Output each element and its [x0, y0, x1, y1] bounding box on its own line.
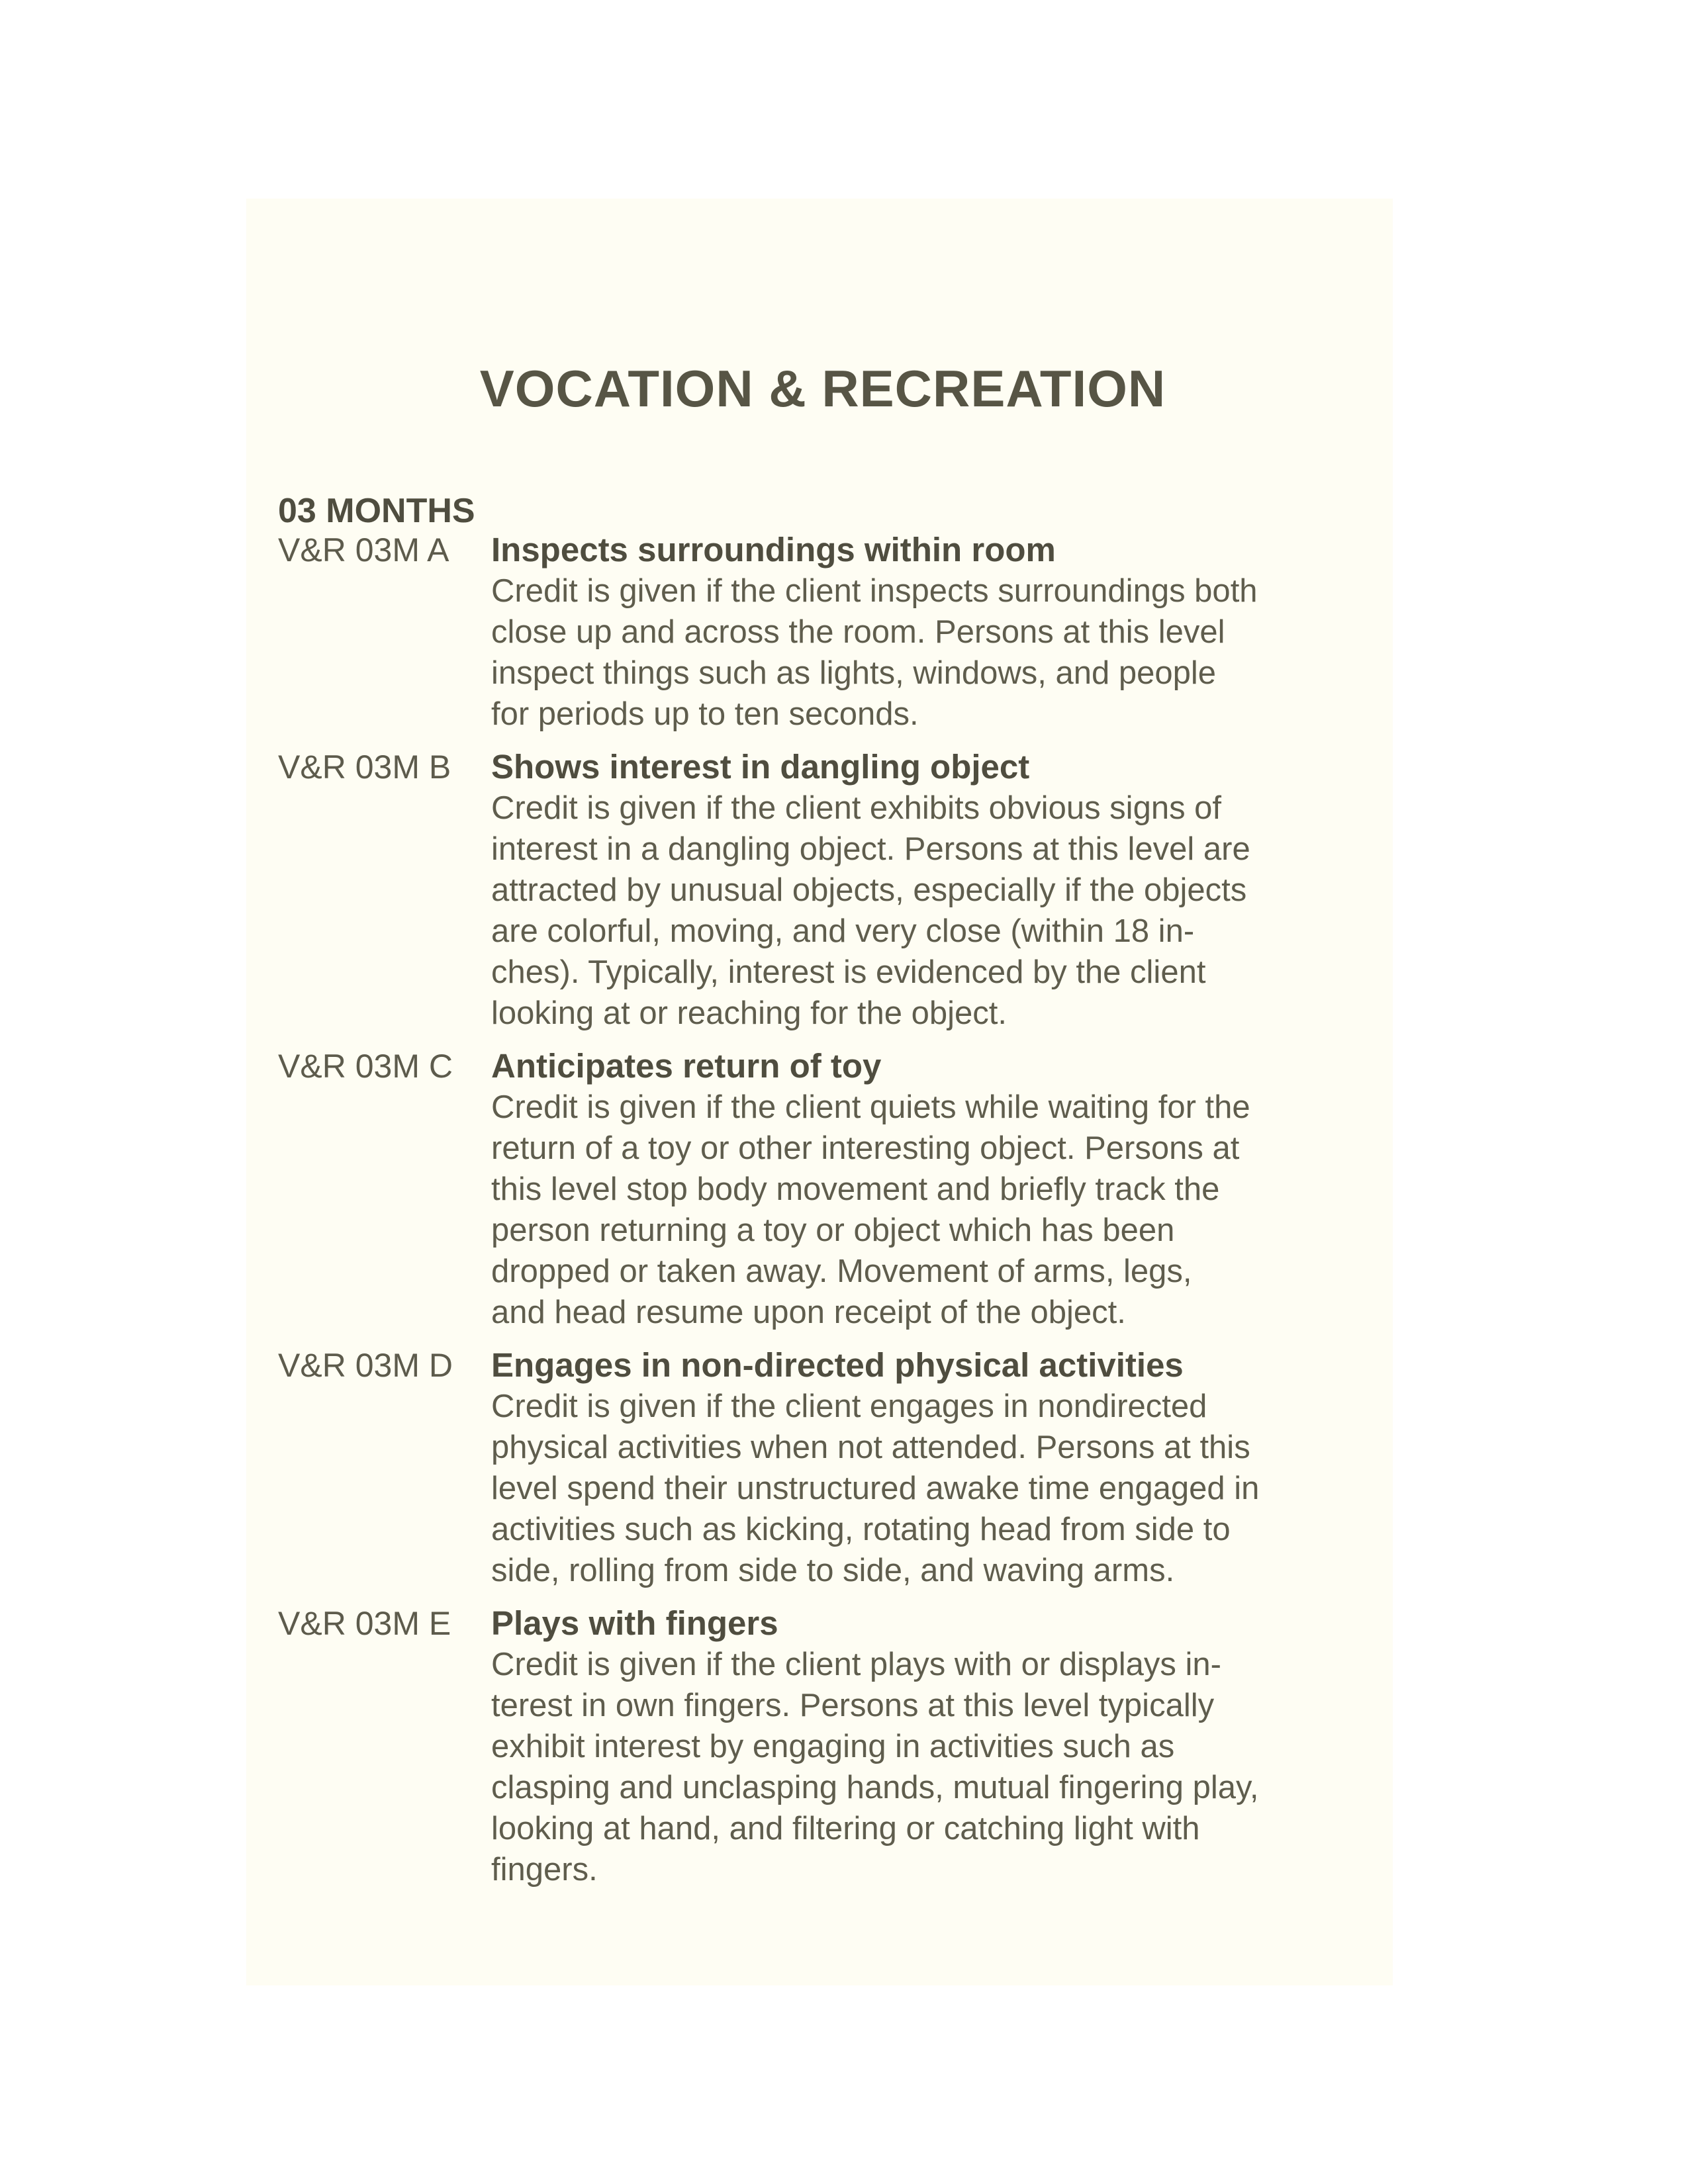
item-description-line: Credit is given if the client exhibits obvious signs of: [491, 790, 1222, 826]
item-description-line: clasping and unclasping hands, mutual fingering play,: [491, 1770, 1259, 1805]
item-heading: Anticipates return of toy: [491, 1047, 882, 1085]
item-description-line: for periods up to ten seconds.: [491, 696, 919, 732]
item-content: [491, 529, 1403, 735]
item-content: [491, 747, 1403, 1034]
item-description-line: Credit is given if the client inspects surroundings both: [491, 573, 1258, 609]
item-description-line: return of a toy or other interesting object. Persons at: [491, 1130, 1240, 1166]
item-code: V&R 03M B: [278, 749, 451, 786]
item-content: [491, 1603, 1403, 1890]
item-description-line: this level stop body movement and briefly track the: [491, 1171, 1220, 1207]
list-item: [278, 1603, 1403, 1890]
item-description-line: activities such as kicking, rotating head from side to: [491, 1512, 1231, 1547]
item-description-line: exhibit interest by engaging in activities such as: [491, 1729, 1175, 1764]
item-description-line: terest in own fingers. Persons at this level typically: [491, 1688, 1215, 1723]
item-heading: Shows interest in dangling object: [491, 748, 1030, 786]
list-item: [278, 1345, 1403, 1591]
item-content: [491, 1046, 1403, 1333]
item-heading: Engages in non-directed physical activities: [491, 1346, 1184, 1384]
item-description-line: are colorful, moving, and very close (within 18 in-: [491, 913, 1195, 949]
item-code: V&R 03M D: [278, 1347, 453, 1384]
item-description-line: looking at or reaching for the object.: [491, 995, 1008, 1031]
page-title: VOCATION & RECREATION: [479, 359, 1166, 418]
list-item: [278, 747, 1403, 1034]
item-description-line: and head resume upon receipt of the object.: [491, 1295, 1126, 1330]
item-description-line: interest in a dangling object. Persons at this level are: [491, 831, 1250, 867]
item-description-line: Credit is given if the client engages in nondirected: [491, 1388, 1207, 1424]
item-list: [278, 529, 1403, 1902]
item-heading: Inspects surroundings within room: [491, 531, 1056, 569]
item-description-line: ches). Typically, interest is evidenced by the client: [491, 954, 1206, 990]
item-description-line: Credit is given if the client plays with or displays in-: [491, 1647, 1221, 1682]
item-description-line: looking at hand, and filtering or catching light with: [491, 1811, 1200, 1846]
item-description-line: attracted by unusual objects, especially if the objects: [491, 872, 1247, 908]
list-item: [278, 529, 1403, 735]
item-description-line: person returning a toy or object which has been: [491, 1212, 1175, 1248]
item-content: [491, 1345, 1403, 1591]
item-description-line: fingers.: [491, 1852, 598, 1888]
section-heading: 03 MONTHS: [278, 492, 475, 530]
list-item: [278, 1046, 1403, 1333]
item-description-line: inspect things such as lights, windows, and people: [491, 655, 1216, 691]
item-code: V&R 03M E: [278, 1605, 451, 1642]
item-description-line: dropped or taken away. Movement of arms, legs,: [491, 1253, 1192, 1289]
item-code: V&R 03M C: [278, 1048, 453, 1085]
item-description-line: Credit is given if the client quiets while waiting for the: [491, 1089, 1250, 1125]
item-code: V&R 03M A: [278, 531, 449, 569]
item-description-line: side, rolling from side to side, and waving arms.: [491, 1553, 1175, 1588]
item-heading: Plays with fingers: [491, 1604, 778, 1642]
item-description-line: close up and across the room. Persons at this level: [491, 614, 1225, 650]
item-description-line: level spend their unstructured awake time engaged in: [491, 1471, 1260, 1506]
item-description-line: physical activities when not attended. Persons at this: [491, 1430, 1250, 1465]
